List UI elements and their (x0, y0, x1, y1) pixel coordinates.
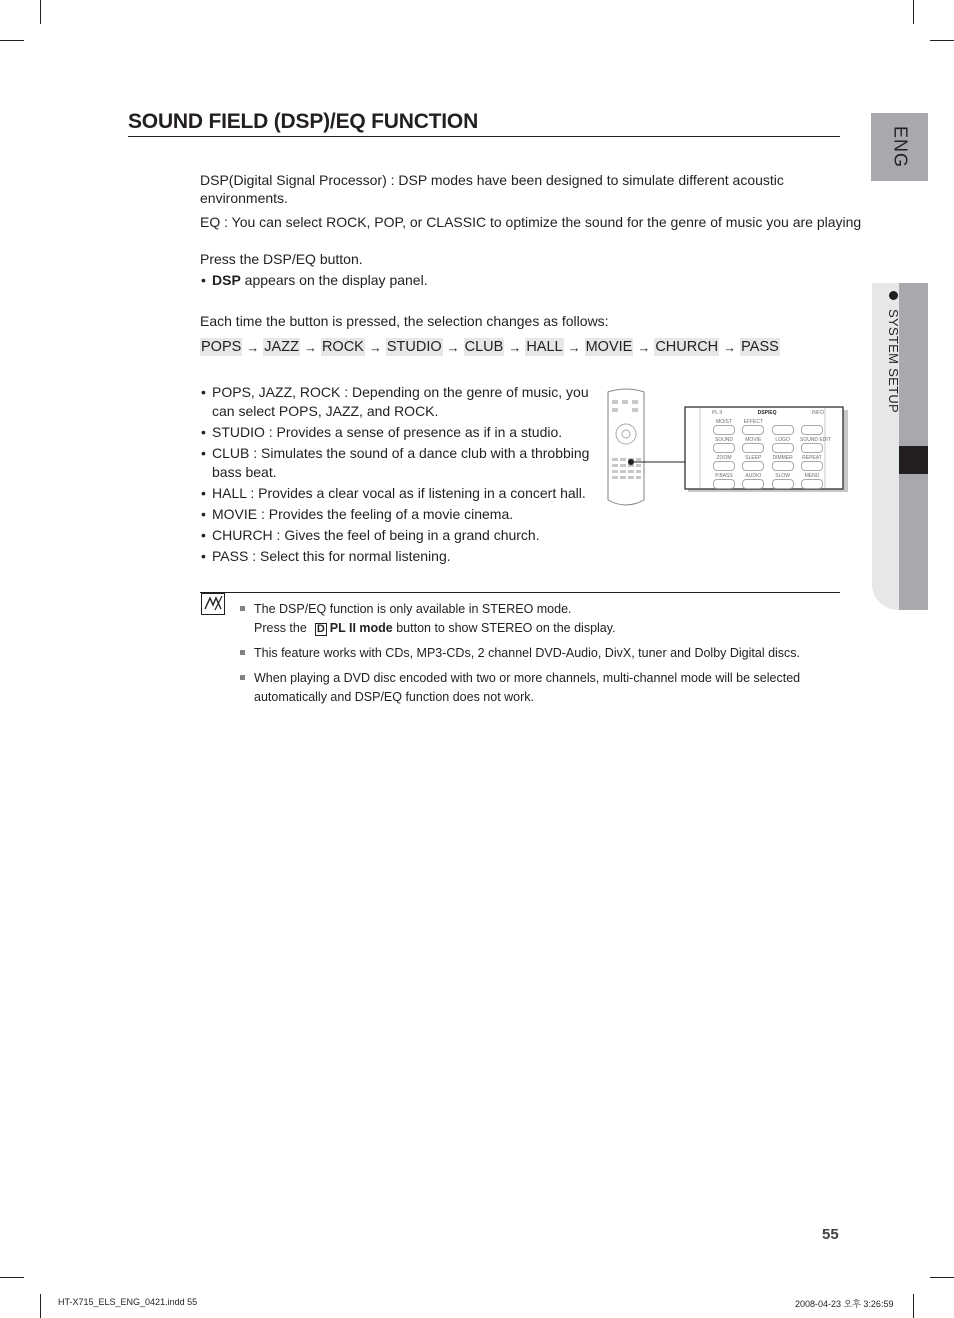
mode-name: MOVIE (212, 506, 258, 522)
crop-mark (913, 1294, 914, 1318)
remote-button-label: SOUND EDIT (799, 437, 831, 443)
remote-button (713, 443, 735, 453)
mode-chip: POPS (201, 339, 242, 355)
arrow-icon: → (368, 339, 382, 355)
mode-item (200, 484, 595, 503)
mode-name: HALL (212, 485, 247, 501)
remote-button (742, 443, 764, 453)
remote-button (801, 479, 823, 489)
mode-item (200, 423, 595, 442)
remote-button-label: MO/ST (716, 419, 732, 425)
mode-chip: HALL (526, 339, 563, 355)
remote-button (772, 479, 794, 489)
mode-chip: MOVIE (585, 339, 633, 355)
remote-button (742, 461, 764, 471)
remote-button (713, 461, 735, 471)
remote-button (713, 479, 735, 489)
remote-label: PL II (712, 410, 723, 416)
crop-mark (0, 1277, 24, 1278)
remote-button (801, 425, 823, 435)
mode-item (200, 383, 595, 421)
remote-label: INFO (812, 410, 824, 416)
arrow-icon: → (303, 339, 317, 355)
notes (240, 600, 830, 713)
display-bold: DSP (212, 272, 241, 288)
mode-chip: CHURCH (655, 339, 719, 355)
crop-mark (40, 0, 41, 24)
note-text-pre: Press the (254, 621, 307, 635)
bullet-square-icon (240, 650, 245, 655)
footer-timestamp: 2008-04-23 오후 3:26:59 (795, 1299, 894, 1309)
mode-chip: JAZZ (264, 339, 299, 355)
mode-desc: : Provides a clear vocal as if listening in a concert hall. (246, 485, 586, 501)
crop-mark (913, 0, 914, 24)
mode-item (200, 547, 595, 566)
remote-button-label: MOVIE (745, 437, 762, 443)
remote-button-label: REPEAT (802, 455, 822, 461)
intro-eq: EQ : You can select ROCK, POP, or CLASSIC to optimize the sound for the genre of music you are playing (200, 214, 862, 230)
remote-button (742, 425, 764, 435)
remote-button-label: SOUND (714, 437, 734, 443)
remote-button-label: DIMMER (772, 455, 793, 461)
mode-desc: : Provides a sense of presence as if in a studio. (264, 424, 563, 440)
mode-name: CLUB (212, 445, 250, 461)
remote-button-label: SLOW (775, 473, 791, 479)
note-text: This feature works with CDs, MP3-CDs, 2 channel DVD-Audio, DivX, tuner and Dolby Digital discs. (254, 646, 801, 660)
remote-button-label: EFFECT (743, 419, 764, 425)
remote-button (772, 461, 794, 471)
crop-mark (930, 1277, 954, 1278)
bullet-square-icon (240, 606, 245, 611)
mode-desc: : Depending on the genre of music, you can select POPS, JAZZ, and ROCK. (212, 384, 589, 419)
mode-name: PASS (212, 548, 249, 564)
remote-button-label: AUDIO (745, 473, 762, 479)
mode-desc: : Provides the feeling of a movie cinema. (257, 506, 514, 522)
mode-chip: PASS (741, 339, 779, 355)
mode-chip: CLUB (464, 339, 504, 355)
note-item (240, 600, 830, 638)
bullet-icon (889, 291, 898, 300)
remote-button-label: MENU (804, 473, 820, 479)
mode-desc: : Simulates the sound of a dance club with a throbbing bass beat. (212, 445, 590, 480)
note-divider (200, 592, 840, 593)
step-each-time: Each time the button is pressed, the selection changes as follows: (200, 313, 609, 329)
arrow-icon: → (637, 339, 651, 355)
section-tab-marker (899, 446, 928, 474)
remote-button-label: ZOOM (716, 455, 732, 461)
note-text-bold: PL II mode (329, 621, 393, 635)
remote-button (742, 479, 764, 489)
step-press: Press the DSP/EQ button. (200, 251, 363, 267)
remote-button (772, 443, 794, 453)
remote-button-label: SLEEP (745, 455, 762, 461)
note-text: When playing a DVD disc encoded with two or more channels, multi-channel mode will be selected automatically and DSP/EQ function does not work. (254, 671, 801, 704)
remote-button (772, 425, 794, 435)
intro-dsp: DSP(Digital Signal Processor) : DSP modes have been designed to simulate different acoustic environments. (200, 172, 784, 206)
dolby-logo-icon: D (316, 623, 325, 635)
step-display (200, 271, 954, 289)
footer-file: HT-X715_ELS_ENG_0421.indd 55 (58, 1297, 198, 1307)
note-text (254, 619, 830, 638)
arrow-icon: → (567, 339, 581, 355)
remote-button (801, 443, 823, 453)
section-label (886, 291, 901, 413)
remote-button-label: LOGO (775, 437, 790, 443)
note-text-post: button to show STEREO on the display. (392, 621, 616, 635)
remote-label: DSP/EQ (757, 410, 777, 416)
remote-button-label: P.BASS (715, 473, 733, 479)
mode-item (200, 526, 595, 545)
mode-name: POPS, JAZZ, ROCK (212, 384, 341, 400)
mode-item (200, 444, 595, 482)
note-text: The DSP/EQ function is only available in STEREO mode. (254, 602, 572, 616)
mode-name: CHURCH (212, 527, 273, 543)
arrow-icon: → (246, 339, 260, 355)
mode-chip: ROCK (321, 339, 364, 355)
note-item (240, 669, 830, 707)
bullet-square-icon (240, 675, 245, 680)
crop-mark (0, 40, 24, 41)
arrow-icon: → (723, 339, 737, 355)
remote-button (801, 461, 823, 471)
remote-button-grid (712, 410, 831, 491)
crop-mark (40, 1294, 41, 1318)
mode-chip: STUDIO (386, 339, 442, 355)
mode-sequence (200, 338, 780, 356)
remote-button (713, 425, 735, 435)
arrow-icon: → (508, 339, 522, 355)
note-icon (201, 593, 225, 615)
mode-item (200, 505, 595, 524)
language-tab (871, 113, 928, 181)
language-label: ENG (890, 125, 910, 169)
page-number: 55 (822, 1226, 839, 1243)
page-title: SOUND FIELD (DSP)/EQ FUNCTION (128, 109, 840, 137)
mode-desc: : Gives the feel of being in a grand church. (272, 527, 540, 543)
crop-mark (930, 40, 954, 41)
arrow-icon: → (446, 339, 460, 355)
section-label-text: SYSTEM SETUP (886, 309, 901, 414)
mode-list (200, 383, 595, 568)
mode-name: STUDIO (212, 424, 265, 440)
note-item (240, 644, 830, 663)
mode-desc: : Select this for normal listening. (248, 548, 451, 564)
display-rest: appears on the display panel. (240, 272, 428, 288)
